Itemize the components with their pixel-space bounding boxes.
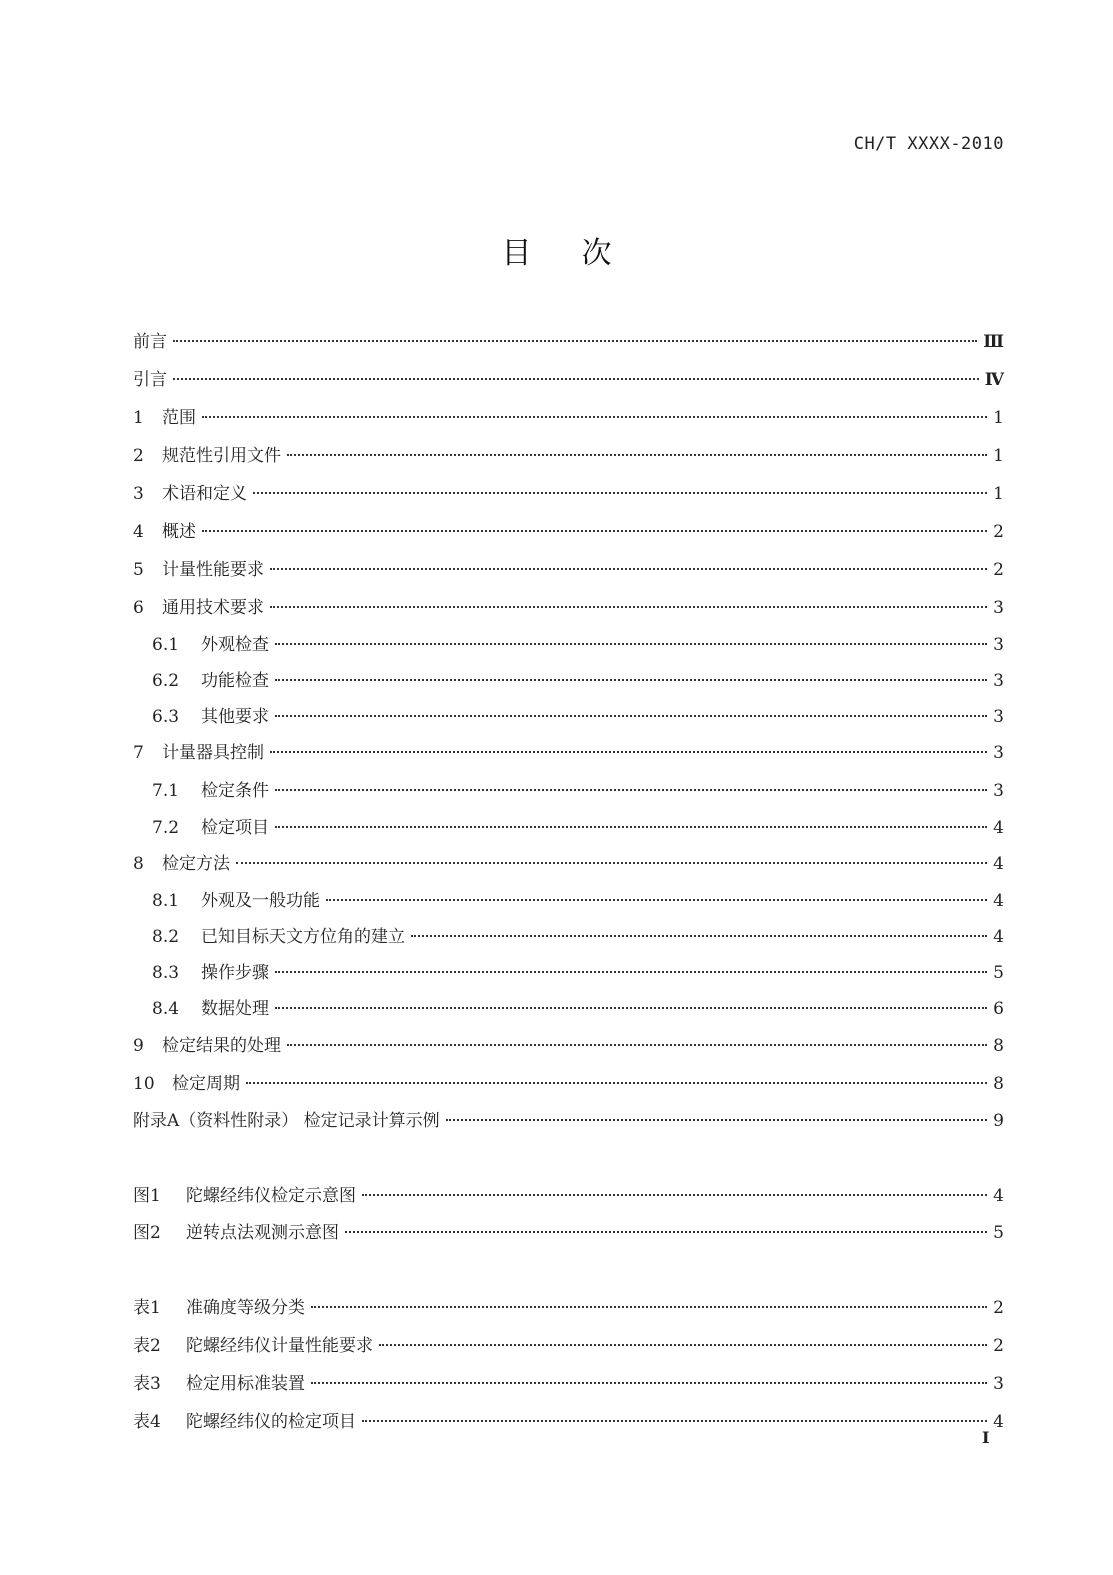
toc-page-number: Ⅳ (984, 370, 1004, 390)
toc-page-number: 3 (993, 671, 1004, 691)
toc-entry-introduction[interactable] (133, 368, 1004, 392)
toc-leader-dots (446, 1119, 987, 1121)
toc-page-number: 1 (993, 408, 1004, 428)
toc-page-number: 2 (993, 522, 1004, 542)
toc-page-number: 6 (993, 999, 1004, 1019)
toc-entry-text: 逆转点法观测示意图 (186, 1223, 339, 1243)
toc-entry-6-1[interactable] (152, 633, 1004, 657)
toc-table-label: 表2 (133, 1336, 161, 1356)
toc-entry-text: 功能检查 (201, 671, 269, 691)
toc-entry-3[interactable] (133, 482, 1004, 506)
toc-page-number: 1 (993, 484, 1004, 504)
toc-leader-dots (287, 454, 987, 456)
toc-table-3[interactable] (133, 1372, 1004, 1396)
toc-leader-dots (270, 568, 987, 570)
toc-page-number: 8 (993, 1036, 1004, 1056)
title-char-1: 目 (501, 236, 532, 271)
toc-entry-text: 规范性引用文件 (162, 446, 281, 466)
toc-entry-number: 8.1 (152, 891, 180, 911)
toc-leader-dots (275, 643, 987, 645)
toc-entry-number: 6 (133, 598, 144, 618)
toc-leader-dots (246, 1082, 987, 1084)
toc-page-number: 2 (993, 1336, 1004, 1356)
toc-page-number: 2 (993, 560, 1004, 580)
toc-entry-text: 外观及一般功能 (201, 891, 320, 911)
toc-leader-dots (326, 899, 987, 901)
toc-table-label: 表1 (133, 1298, 161, 1318)
toc-entry-text: 引言 (133, 370, 167, 390)
toc-leader-dots (275, 971, 987, 973)
toc-entry-8-1[interactable] (152, 889, 1004, 913)
toc-figure-label: 图2 (133, 1223, 161, 1243)
toc-entry-8-4[interactable] (152, 997, 1004, 1021)
toc-page-number: 3 (993, 1374, 1004, 1394)
toc-entry-number: 7 (133, 743, 144, 763)
toc-entry-appendix-a[interactable] (133, 1109, 1004, 1133)
toc-entry-text: 术语和定义 (162, 484, 247, 504)
toc-leader-dots (287, 1044, 987, 1046)
toc-page-number: 4 (993, 818, 1004, 838)
toc-entry-number: 9 (133, 1036, 144, 1056)
toc-page-number: 3 (993, 743, 1004, 763)
toc-entry-8-3[interactable] (152, 961, 1004, 985)
toc-leader-dots (202, 416, 987, 418)
toc-entry-text: 前言 (133, 332, 167, 352)
toc-entry-number: 8.2 (152, 927, 180, 947)
toc-entry-7-2[interactable] (152, 816, 1004, 840)
toc-entry-number: 4 (133, 522, 144, 542)
toc-entry-text: 计量性能要求 (162, 560, 264, 580)
toc-leader-dots (411, 935, 987, 937)
page-number: I (982, 1428, 990, 1447)
toc-entry-text: 通用技术要求 (162, 598, 264, 618)
toc-entry-number: 6.1 (152, 635, 180, 655)
toc-entry-text: 数据处理 (201, 999, 269, 1019)
toc-entry-text: 检定方法 (162, 854, 230, 874)
toc-entry-text: 陀螺经纬仪检定示意图 (186, 1186, 356, 1206)
toc-entry-6-3[interactable] (152, 705, 1004, 729)
toc-entry-number: 10 (133, 1074, 155, 1094)
toc-leader-dots (275, 789, 987, 791)
toc-entry-text: 检定条件 (201, 781, 269, 801)
toc-page-number: 3 (993, 781, 1004, 801)
title-char-2: 次 (581, 236, 612, 271)
toc-page-number: 4 (993, 927, 1004, 947)
toc-page-number: 8 (993, 1074, 1004, 1094)
toc-table-1[interactable] (133, 1296, 1004, 1320)
toc-entry-text: 准确度等级分类 (186, 1298, 305, 1318)
toc-entry-9[interactable] (133, 1034, 1004, 1058)
toc-entry-text: 检定结果的处理 (162, 1036, 281, 1056)
toc-entry-text: 陀螺经纬仪计量性能要求 (186, 1336, 373, 1356)
toc-entry-number: 8.3 (152, 963, 180, 983)
toc-entry-7-1[interactable] (152, 779, 1004, 803)
toc-page-number: 4 (993, 891, 1004, 911)
toc-entry-text: 检定周期 (172, 1074, 240, 1094)
toc-page-number: Ⅲ (983, 332, 1004, 352)
toc-entry-6-2[interactable] (152, 669, 1004, 693)
toc-entry-text: 概述 (162, 522, 196, 542)
toc-table-label: 表3 (133, 1374, 161, 1394)
toc-entry-number: 2 (133, 446, 144, 466)
toc-entry-number: 8.4 (152, 999, 180, 1019)
toc-entry-8-2[interactable] (152, 925, 1004, 949)
toc-page-number: 5 (993, 1223, 1004, 1243)
toc-leader-dots (379, 1344, 987, 1346)
toc-entry-text: 陀螺经纬仪的检定项目 (186, 1412, 356, 1432)
toc-entry-number: 8 (133, 854, 144, 874)
document-code: CH/T XXXX-2010 (853, 134, 1004, 154)
toc-entry-5[interactable] (133, 558, 1004, 582)
toc-page-number: 9 (993, 1111, 1004, 1131)
toc-entry-number: 1 (133, 408, 144, 428)
toc-page-number: 2 (993, 1298, 1004, 1318)
toc-entry-text: 外观检查 (201, 635, 269, 655)
page-title (0, 228, 1113, 272)
toc-entry-text: 其他要求 (201, 707, 269, 727)
toc-leader-dots (345, 1231, 987, 1233)
toc-page-number: 1 (993, 446, 1004, 466)
toc-entry-foreword[interactable] (133, 330, 1004, 354)
toc-page-number: 4 (993, 1186, 1004, 1206)
toc-leader-dots (275, 679, 987, 681)
toc-page-number: 4 (993, 1412, 1004, 1432)
toc-page-number: 3 (993, 635, 1004, 655)
toc-entry-text: 检定用标准装置 (186, 1374, 305, 1394)
toc-entry-2[interactable] (133, 444, 1004, 468)
toc-entry-7[interactable] (133, 741, 1004, 765)
toc-entry-6[interactable] (133, 596, 1004, 620)
toc-entry-number: 6.3 (152, 707, 180, 727)
toc-leader-dots (311, 1382, 987, 1384)
toc-leader-dots (253, 492, 987, 494)
toc-entry-10[interactable] (133, 1072, 1004, 1096)
toc-leader-dots (270, 751, 987, 753)
toc-page-number: 3 (993, 707, 1004, 727)
toc-leader-dots (173, 340, 977, 342)
toc-page-number: 5 (993, 963, 1004, 983)
toc-page-number: 3 (993, 598, 1004, 618)
toc-leader-dots (275, 1007, 987, 1009)
toc-entry-number: 3 (133, 484, 144, 504)
toc-entry-number: 5 (133, 560, 144, 580)
toc-leader-dots (202, 530, 987, 532)
toc-page-number: 4 (993, 854, 1004, 874)
toc-entry-text: 操作步骤 (201, 963, 269, 983)
toc-entry-number: 7.2 (152, 818, 180, 838)
toc-entry-text: 已知目标天文方位角的建立 (201, 927, 405, 947)
toc-entry-number: 6.2 (152, 671, 180, 691)
toc-figure-1[interactable] (133, 1184, 1004, 1208)
toc-leader-dots (173, 378, 979, 380)
toc-leader-dots (236, 862, 987, 864)
toc-entry-8[interactable] (133, 852, 1004, 876)
toc-leader-dots (311, 1306, 987, 1308)
toc-leader-dots (362, 1194, 987, 1196)
toc-table-2[interactable] (133, 1334, 1004, 1358)
toc-leader-dots (270, 606, 987, 608)
toc-entry-4[interactable] (133, 520, 1004, 544)
toc-table-4[interactable] (133, 1410, 1004, 1434)
toc-entry-text: 检定项目 (201, 818, 269, 838)
toc-entry-1[interactable] (133, 406, 1004, 430)
toc-leader-dots (275, 826, 987, 828)
toc-leader-dots (275, 715, 987, 717)
toc-figure-label: 图1 (133, 1186, 161, 1206)
toc-table-label: 表4 (133, 1412, 161, 1432)
toc-figure-2[interactable] (133, 1221, 1004, 1245)
toc-entry-text: 计量器具控制 (162, 743, 264, 763)
toc-leader-dots (362, 1420, 987, 1422)
toc-entry-text: 附录A（资料性附录） 检定记录计算示例 (133, 1111, 440, 1131)
toc-entry-text: 范围 (162, 408, 196, 428)
toc-entry-number: 7.1 (152, 781, 180, 801)
